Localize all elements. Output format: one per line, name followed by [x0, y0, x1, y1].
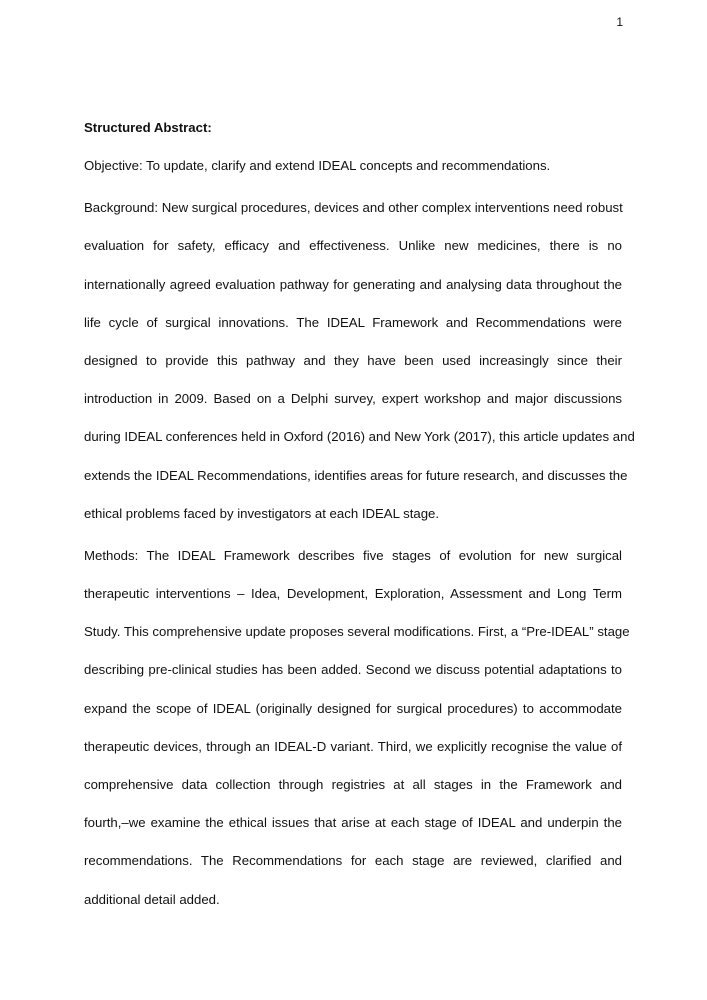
text-line: fourth,–we examine the ethical issues that arise at each stage of IDEAL and underpin the — [84, 815, 622, 831]
text-line: therapeutic devices, through an IDEAL-D variant. Third, we explicitly recognise the value of — [84, 738, 622, 754]
paragraph-objective — [84, 156, 622, 194]
page-number: 1 — [616, 15, 623, 29]
text-line: during IDEAL conferences held in Oxford (2016) and New York (2017), this article updates and — [84, 429, 635, 445]
paragraph-background — [84, 198, 635, 542]
text-line: Methods: The IDEAL Framework describes five stages of evolution for new surgical — [84, 547, 622, 563]
text-line: additional detail added. — [84, 891, 220, 907]
text-line: ethical problems faced by investigators at each IDEAL stage. — [84, 505, 440, 521]
text-line: life cycle of surgical innovations. The IDEAL Framework and Recommendations were — [84, 314, 622, 330]
text-line: comprehensive data collection through registries at all stages in the Framework and — [84, 777, 622, 792]
section-heading: Structured Abstract: — [84, 120, 212, 135]
text-line: extends the IDEAL Recommendations, identifies areas for future research, and discusses the — [84, 467, 628, 483]
paragraph-methods — [84, 546, 630, 928]
text-line: Study. This comprehensive update proposes several modifications. First, a “Pre-IDEAL” stage — [84, 624, 630, 640]
text-line: evaluation for safety, efficacy and effectiveness. Unlike new medicines, there is no — [84, 238, 622, 254]
abstract — [84, 118, 635, 932]
text-line: internationally agreed evaluation pathway for generating and analysing data throughout the — [84, 276, 622, 292]
text-line: expand the scope of IDEAL (originally designed for surgical procedures) to accommodate — [84, 700, 622, 716]
text-line: describing pre-clinical studies has been added. Second we discuss potential adaptations to — [84, 662, 622, 678]
text-line: therapeutic interventions – Idea, Development, Exploration, Assessment and Long Term — [84, 586, 622, 602]
text-line: recommendations. The Recommendations for each stage are reviewed, clarified and — [84, 853, 622, 869]
text-line: designed to provide this pathway and they have been used increasingly since their — [84, 352, 622, 368]
text-line: Background: New surgical procedures, devices and other complex interventions need robust — [84, 200, 623, 216]
text-line: introduction in 2009. Based on a Delphi survey, expert workshop and major discussions — [84, 391, 622, 407]
text-line: Objective: To update, clarify and extend IDEAL concepts and recommendations. — [84, 158, 551, 173]
